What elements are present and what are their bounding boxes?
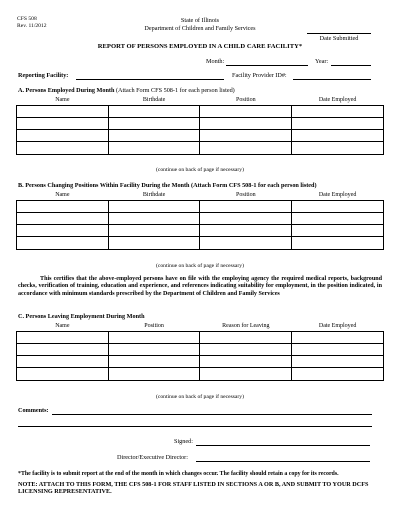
section-b-continue-note: (continue on back of page if necessary) [156, 263, 244, 269]
section-a-note: (Attach Form CFS 508-1 for each person listed) [115, 87, 235, 94]
reporting-facility-label: Reporting Facility: [18, 72, 69, 79]
table-cell[interactable] [17, 117, 109, 129]
table-cell[interactable] [292, 237, 384, 249]
reporting-facility-field[interactable] [76, 79, 224, 80]
table-cell[interactable] [200, 331, 292, 343]
table-cell[interactable] [200, 237, 292, 249]
table-row [17, 368, 384, 380]
section-b-table [16, 191, 384, 250]
table-cell[interactable] [108, 142, 200, 154]
footnote: *The facility is to submit report at the end of the month in which changes occur. The facility should retain a copy for its records. [18, 471, 339, 477]
column-header: Date Employed [318, 97, 357, 104]
table-row [17, 343, 384, 355]
department-name: Department of Children and Family Services [144, 25, 256, 32]
column-header: Name [55, 97, 70, 104]
comments-field[interactable] [52, 414, 372, 415]
table-row [17, 331, 384, 343]
signature-field[interactable] [196, 445, 370, 446]
table-cell[interactable] [17, 331, 109, 343]
form-revision: Rev. 11/2012 [17, 23, 47, 29]
certification-statement: This certifies that the above-employed persons have on file with the employing agency the required medical reports, background checks, verification of training, education and experience, and references indicating suitability for employment, in the position indicated, in accordance with minimum standards prescribed by the Department of Children and Family Services [18, 276, 382, 297]
table-cell[interactable] [200, 343, 292, 355]
column-header: Position [144, 323, 164, 330]
table-cell[interactable] [108, 343, 200, 355]
table-cell[interactable] [17, 225, 109, 237]
column-header: Date Employed [318, 323, 357, 330]
table-cell[interactable] [108, 356, 200, 368]
table-cell[interactable] [17, 212, 109, 224]
table-cell[interactable] [292, 130, 384, 142]
column-header: Date Employed [318, 192, 357, 199]
form-number: CFS 508 [17, 16, 37, 22]
table-cell[interactable] [108, 237, 200, 249]
column-header: Birthdate [142, 97, 166, 104]
submission-note: NOTE: ATTACH TO THIS FORM, THE CFS 508-1 FOR STAFF LISTED IN SECTIONS A OR B, AND SUBMIT TO YOUR DCFS LICENSING REPRESENTATIVE. [18, 481, 369, 496]
table-cell[interactable] [17, 368, 109, 380]
section-b-heading: B. Persons Changing Positions Within Facility During the Month (Attach Form CFS 508-1 for each person listed) [18, 182, 317, 189]
column-header: Name [55, 323, 70, 330]
table-cell[interactable] [108, 200, 200, 212]
column-header: Position [235, 97, 256, 104]
provider-id-label: Facility Provider ID#: [232, 72, 287, 79]
table-cell[interactable] [292, 368, 384, 380]
month-label: Month: [206, 58, 225, 65]
column-header: Birthdate [142, 192, 166, 199]
column-header: Position [235, 192, 256, 199]
table-cell[interactable] [108, 331, 200, 343]
director-label: Director/Executive Director: [117, 454, 188, 461]
page-title: REPORT OF PERSONS EMPLOYED IN A CHILD CARE FACILITY* [97, 43, 303, 50]
table-cell[interactable] [17, 200, 109, 212]
table-row [17, 117, 384, 129]
section-c-heading: C. Persons Leaving Employment During Month [18, 313, 145, 320]
table-cell[interactable] [17, 130, 109, 142]
table-cell[interactable] [108, 368, 200, 380]
table-cell[interactable] [200, 105, 292, 117]
table-cell[interactable] [292, 225, 384, 237]
section-c-table [16, 322, 384, 381]
table-cell[interactable] [108, 225, 200, 237]
table-cell[interactable] [17, 356, 109, 368]
table-cell[interactable] [292, 142, 384, 154]
table-cell[interactable] [200, 130, 292, 142]
signed-label: Signed: [174, 438, 193, 445]
table-row [17, 237, 384, 249]
director-field[interactable] [196, 461, 370, 462]
table-cell[interactable] [17, 105, 109, 117]
table-cell[interactable] [108, 212, 200, 224]
table-cell[interactable] [17, 142, 109, 154]
table-cell[interactable] [17, 237, 109, 249]
column-header: Name [55, 192, 70, 199]
date-submitted-label: Date Submitted [319, 35, 359, 42]
table-cell[interactable] [200, 212, 292, 224]
month-field[interactable] [226, 65, 308, 66]
table-row [17, 105, 384, 117]
table-cell[interactable] [292, 105, 384, 117]
section-a-table [16, 96, 384, 155]
table-row [17, 130, 384, 142]
table-cell[interactable] [200, 117, 292, 129]
section-a-heading [18, 87, 235, 94]
table-row [17, 142, 384, 154]
year-field[interactable] [331, 65, 371, 66]
comments-field-line-2[interactable] [18, 426, 372, 427]
table-cell[interactable] [292, 212, 384, 224]
provider-id-field[interactable] [293, 79, 371, 80]
table-cell[interactable] [108, 130, 200, 142]
table-cell[interactable] [108, 105, 200, 117]
table-cell[interactable] [200, 225, 292, 237]
table-cell[interactable] [292, 331, 384, 343]
column-header: Reason for Leaving [222, 323, 270, 330]
table-cell[interactable] [200, 200, 292, 212]
table-row [17, 212, 384, 224]
table-cell[interactable] [17, 343, 109, 355]
table-cell[interactable] [200, 142, 292, 154]
section-a-title: A. Persons Employed During Month [18, 87, 115, 94]
section-a-continue-note: (continue on back of page if necessary) [156, 167, 244, 173]
table-row [17, 200, 384, 212]
comments-label: Comments: [18, 407, 49, 414]
year-label: Year: [315, 58, 329, 65]
table-cell[interactable] [108, 117, 200, 129]
table-cell[interactable] [200, 368, 292, 380]
section-c-continue-note: (continue on back of page if necessary) [156, 394, 244, 400]
table-cell[interactable] [292, 117, 384, 129]
table-cell[interactable] [292, 343, 384, 355]
table-cell[interactable] [292, 356, 384, 368]
table-row [17, 225, 384, 237]
table-row [17, 356, 384, 368]
table-cell[interactable] [200, 356, 292, 368]
table-cell[interactable] [292, 200, 384, 212]
date-submitted-line[interactable] [307, 33, 371, 34]
state-name: State of Illinois [180, 17, 220, 24]
